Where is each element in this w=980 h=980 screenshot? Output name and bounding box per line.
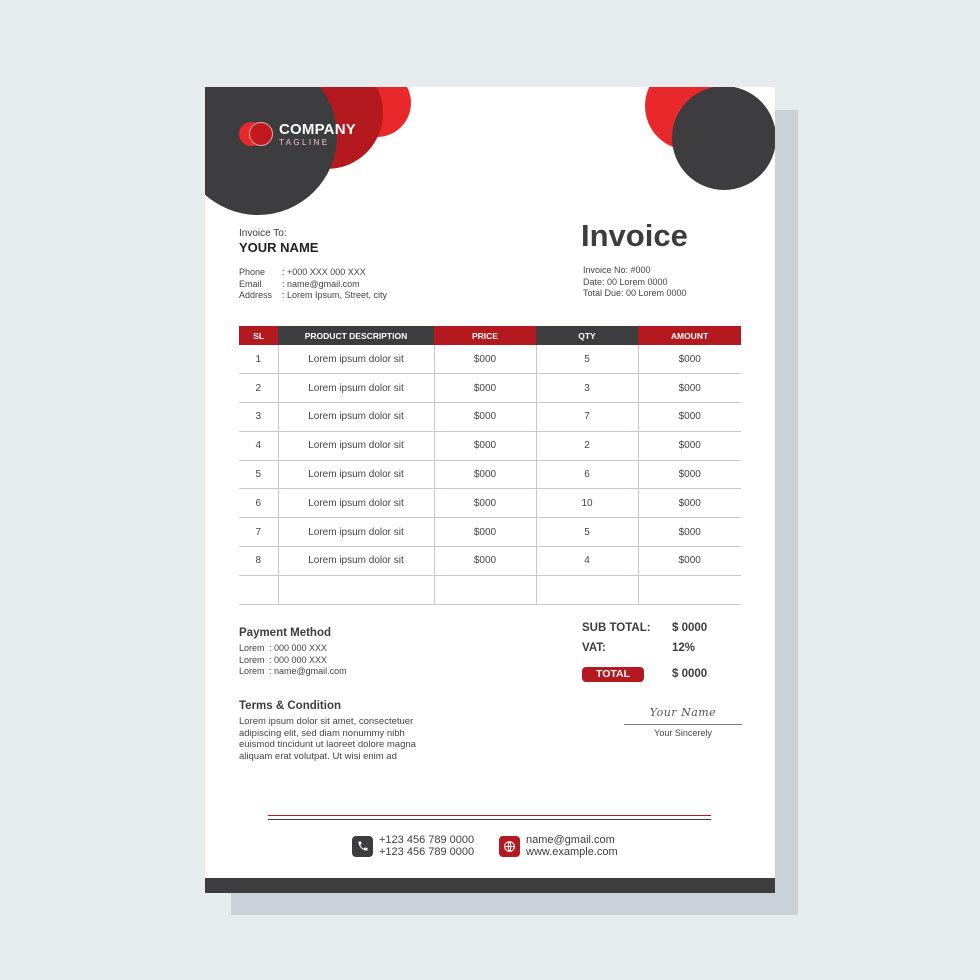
table-row	[239, 431, 741, 460]
vat-label: VAT:	[582, 642, 606, 654]
cell-sl: 7	[239, 518, 278, 547]
company-name: COMPANY	[279, 121, 356, 138]
cell-qty: 5	[536, 518, 638, 547]
payment-row: Lorem : 000 000 XXX	[239, 654, 328, 665]
cell-amount: $000	[638, 489, 741, 518]
cell-amount: $000	[638, 431, 741, 460]
cell-qty: 10	[536, 489, 638, 518]
cell-qty: 2	[536, 431, 638, 460]
invoice-number: Invoice No: #000	[583, 265, 651, 275]
invoice-due: Total Due: 00 Lorem 0000	[583, 288, 687, 298]
terms-section	[239, 700, 439, 763]
decor-circle	[205, 87, 337, 215]
subtotal-value: $ 0000	[672, 622, 708, 634]
cell-sl: 5	[239, 460, 278, 489]
company-logo	[239, 122, 356, 148]
cell-amount	[638, 575, 741, 604]
payment-row: Lorem : 000 000 XXX	[239, 643, 328, 653]
phone-icon	[352, 836, 373, 857]
items-table	[239, 326, 741, 605]
header-qty: QTY	[536, 326, 638, 345]
cell-description: Lorem ipsum dolor sit	[278, 489, 434, 518]
cell-sl: 6	[239, 489, 278, 518]
cell-description: Lorem ipsum dolor sit	[278, 547, 434, 576]
cell-qty: 7	[536, 403, 638, 432]
cell-price: $000	[434, 547, 536, 576]
cell-price: $000	[434, 374, 536, 403]
total-row	[582, 664, 742, 684]
cell-price: $000	[434, 345, 536, 374]
header-description: PRODUCT DESCRIPTION	[278, 326, 434, 345]
invoice-date: Date: 00 Lorem 0000	[583, 276, 668, 287]
footer-email[interactable]: name@gmail.com	[526, 834, 615, 846]
signature-label: Your Sincerely	[654, 728, 712, 738]
cell-description: Lorem ipsum dolor sit	[278, 431, 434, 460]
footer-phone-2: +123 456 789 0000	[379, 846, 475, 858]
table-row	[239, 460, 741, 489]
cell-description: Lorem ipsum dolor sit	[278, 460, 434, 489]
cell-description: Lorem ipsum dolor sit	[278, 403, 434, 432]
cell-price	[434, 575, 536, 604]
payment-title: Payment Method	[239, 627, 332, 639]
cell-price: $000	[434, 489, 536, 518]
table-row	[239, 489, 741, 518]
cell-price: $000	[434, 403, 536, 432]
header-sl: SL	[239, 326, 278, 345]
subtotal-row	[582, 618, 742, 638]
cell-description: Lorem ipsum dolor sit	[278, 374, 434, 403]
footer-phone	[352, 834, 474, 858]
invoice-meta	[583, 265, 687, 300]
subtotal-label: SUB TOTAL:	[582, 622, 651, 634]
bottom-bar	[205, 878, 775, 893]
client-email: Email : name@gmail.com	[239, 278, 360, 289]
terms-title: Terms & Condition	[239, 700, 342, 712]
cell-qty	[536, 575, 638, 604]
logo-mark-icon	[239, 122, 275, 148]
cell-description: Lorem ipsum dolor sit	[278, 345, 434, 374]
signature-line	[624, 724, 742, 725]
cell-sl: 3	[239, 403, 278, 432]
client-address: Address : Lorem Ipsum, Street, city	[239, 290, 388, 300]
client-phone: Phone : +000 XXX 000 XXX	[239, 267, 366, 277]
client-name: YOUR NAME	[239, 240, 319, 255]
payment-row: Lorem : name@gmail.com	[239, 666, 347, 676]
signature-block	[624, 706, 742, 738]
table-row	[239, 403, 741, 432]
cell-sl: 1	[239, 345, 278, 374]
table-row	[239, 345, 741, 374]
table-row	[239, 374, 741, 403]
total-value: $ 0000	[672, 668, 708, 680]
totals-block	[582, 618, 742, 684]
bill-to-label: Invoice To:	[239, 228, 287, 239]
cell-amount: $000	[638, 374, 741, 403]
table-header-row	[239, 326, 741, 345]
cell-price: $000	[434, 460, 536, 489]
cell-qty: 4	[536, 547, 638, 576]
vat-row	[582, 638, 742, 658]
cell-amount: $000	[638, 345, 741, 374]
cell-price: $000	[434, 431, 536, 460]
footer-phone-1: +123 456 789 0000	[379, 834, 475, 846]
cell-sl: 8	[239, 547, 278, 576]
header-amount: AMOUNT	[638, 326, 741, 345]
company-tagline: TAGLINE	[279, 138, 330, 147]
header-price: PRICE	[434, 326, 536, 345]
table-row-empty	[239, 575, 741, 604]
cell-description	[278, 575, 434, 604]
globe-icon	[499, 836, 520, 857]
cell-qty: 5	[536, 345, 638, 374]
footer-divider	[268, 815, 711, 816]
cell-sl: 2	[239, 374, 278, 403]
terms-body: Lorem ipsum dolor sit amet, consectetuer adipiscing elit, sed diam nonummy nibh euismod tincidunt ut laoreet dolore magna aliquam erat volutpat. Ut wisi enim ad	[239, 716, 416, 763]
vat-value: 12%	[672, 642, 696, 654]
invoice-title: Invoice	[581, 218, 688, 253]
table-row	[239, 547, 741, 576]
invoice-page	[205, 87, 775, 893]
bill-to	[239, 228, 387, 302]
footer-divider	[268, 819, 711, 820]
decor-circle	[672, 87, 775, 190]
footer-website[interactable]: www.example.com	[526, 846, 618, 858]
cell-sl	[239, 575, 278, 604]
table-row	[239, 518, 741, 547]
cell-amount: $000	[638, 518, 741, 547]
cell-amount: $000	[638, 547, 741, 576]
cell-description: Lorem ipsum dolor sit	[278, 518, 434, 547]
cell-amount: $000	[638, 403, 741, 432]
cell-amount: $000	[638, 460, 741, 489]
cell-sl: 4	[239, 431, 278, 460]
footer-web	[499, 834, 618, 858]
payment-method	[239, 627, 347, 678]
signature: Your Name	[649, 706, 717, 719]
total-badge: TOTAL	[582, 667, 644, 682]
cell-qty: 6	[536, 460, 638, 489]
cell-qty: 3	[536, 374, 638, 403]
cell-price: $000	[434, 518, 536, 547]
